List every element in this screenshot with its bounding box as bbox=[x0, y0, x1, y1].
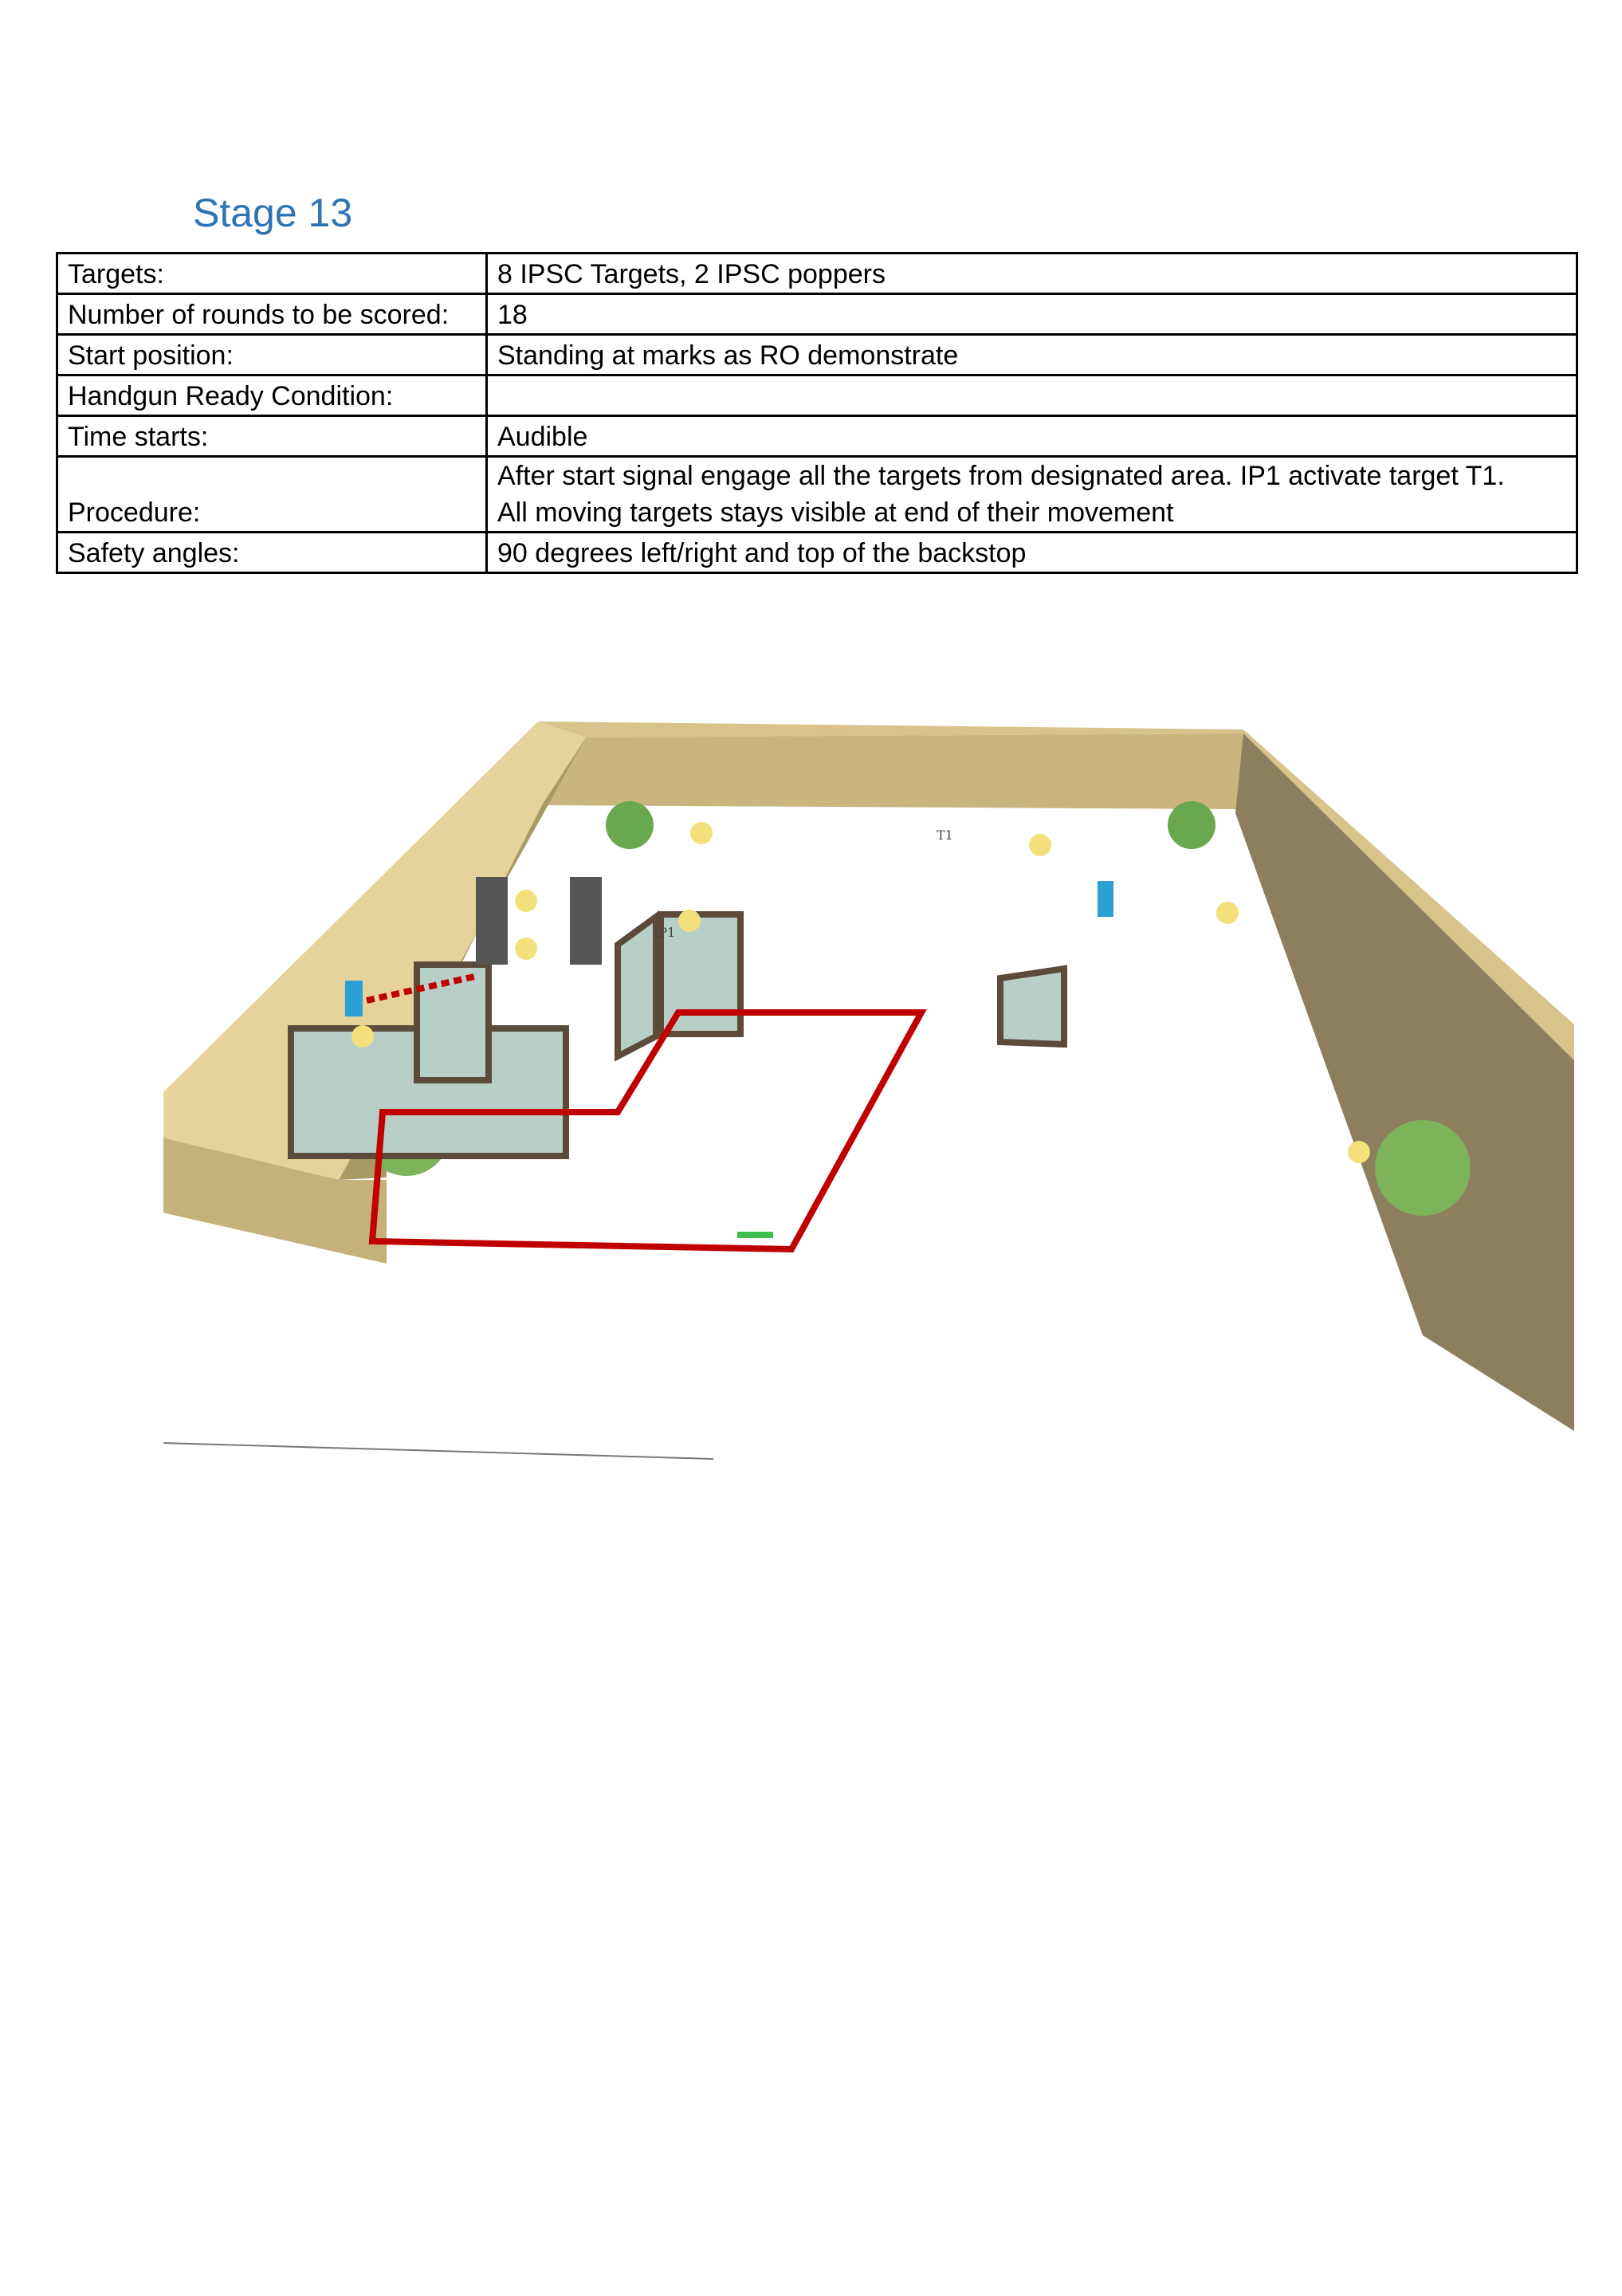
target bbox=[1216, 902, 1239, 924]
swinger-post bbox=[476, 877, 508, 965]
floor-front-edge bbox=[163, 1443, 713, 1459]
stage-title: Stage 13 bbox=[193, 191, 353, 235]
brief-row-start-position bbox=[57, 335, 1577, 375]
brief-value: 8 IPSC Targets, 2 IPSC poppers bbox=[487, 254, 1577, 294]
brief-value: Standing at marks as RO demonstrate bbox=[487, 335, 1577, 375]
procedure-line-2: All moving targets stays visible at end of their movement bbox=[497, 497, 1174, 528]
stage-brief-table bbox=[56, 252, 1578, 574]
back-wall-face bbox=[542, 733, 1243, 809]
brief-label: Safety angles: bbox=[57, 533, 487, 573]
swinger-post bbox=[570, 877, 602, 965]
procedure-line-1: After start signal engage all the targets from designated area. IP1 activate target T1. bbox=[497, 461, 1505, 491]
brief-value bbox=[487, 457, 1577, 533]
bush bbox=[606, 801, 654, 849]
brief-value bbox=[487, 375, 1577, 416]
barricade bbox=[1000, 969, 1064, 1044]
brief-label: Time starts: bbox=[57, 416, 487, 457]
brief-label: Targets: bbox=[57, 254, 487, 294]
target bbox=[1348, 1141, 1370, 1163]
bush bbox=[1168, 801, 1216, 849]
barricade bbox=[618, 917, 656, 1056]
activator bbox=[1098, 881, 1113, 917]
target bbox=[515, 938, 537, 960]
target bbox=[690, 822, 713, 844]
brief-value: 90 degrees left/right and top of the backstop bbox=[487, 533, 1577, 573]
stage-diagram bbox=[163, 721, 1574, 1471]
brief-row-procedure bbox=[57, 457, 1577, 533]
brief-row-safety-angles bbox=[57, 533, 1577, 573]
brief-row-targets bbox=[57, 254, 1577, 294]
diagram-label-ip1: IP1 bbox=[654, 925, 676, 940]
target bbox=[678, 910, 701, 932]
target bbox=[1029, 834, 1051, 856]
brief-value: 18 bbox=[487, 294, 1577, 335]
barricade bbox=[417, 965, 489, 1080]
diagram-label-t1: T1 bbox=[937, 828, 953, 843]
activator-ip1 bbox=[345, 981, 363, 1016]
brief-row-time-starts bbox=[57, 416, 1577, 457]
start-mark bbox=[737, 1232, 773, 1238]
target bbox=[351, 1025, 374, 1048]
brief-label: Procedure: bbox=[57, 457, 487, 533]
brief-row-rounds bbox=[57, 294, 1577, 335]
brief-label: Handgun Ready Condition: bbox=[57, 375, 487, 416]
brief-label: Start position: bbox=[57, 335, 487, 375]
bush bbox=[1375, 1120, 1471, 1216]
brief-row-ready-condition bbox=[57, 375, 1577, 416]
target bbox=[515, 890, 537, 912]
brief-value: Audible bbox=[487, 416, 1577, 457]
brief-label: Number of rounds to be scored: bbox=[57, 294, 487, 335]
